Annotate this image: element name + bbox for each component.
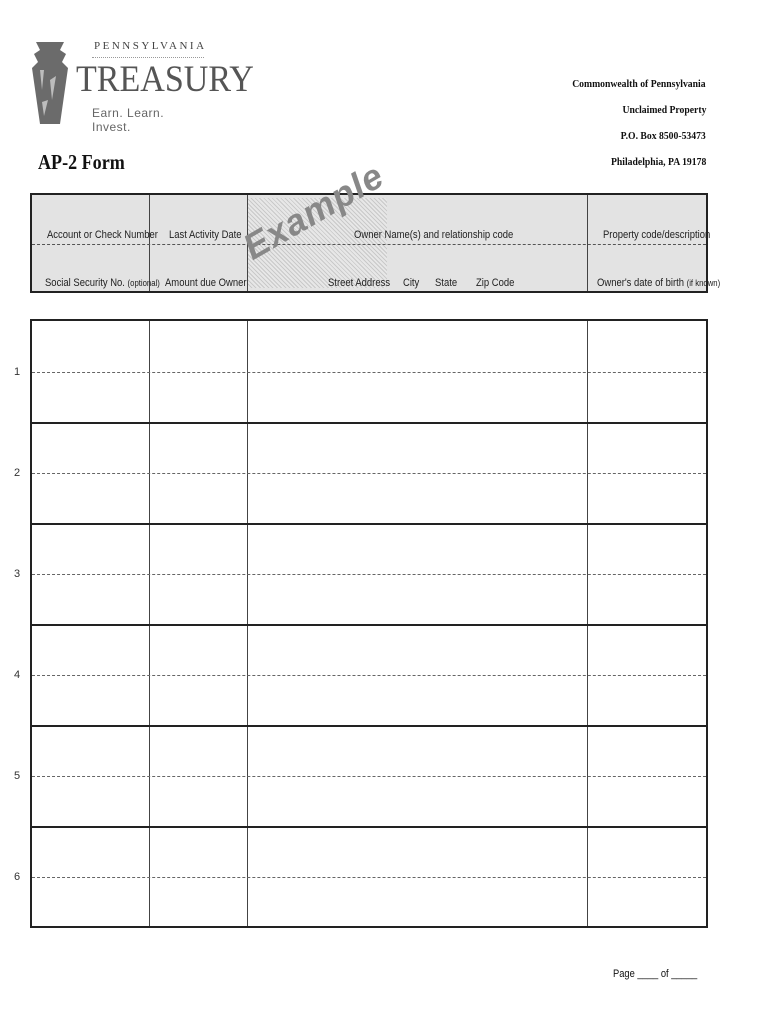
row-number-1: 1 <box>14 366 21 378</box>
address-line-1: Commonwealth of Pennsylvania <box>572 78 706 90</box>
column-header <box>30 193 721 293</box>
header-property-code: Property code/description <box>603 229 711 241</box>
header-zip: Zip Code <box>476 277 515 289</box>
example-watermark: Example <box>236 154 391 268</box>
row-number-3: 3 <box>14 568 21 580</box>
logo-wordmark: TREASURY <box>76 59 254 100</box>
address-line-2: Unclaimed Property <box>622 104 706 116</box>
header-amount-due: Amount due Owner <box>165 277 247 289</box>
header-ssn: Social Security No. (optional) <box>45 277 160 289</box>
header-owner-dob: Owner's date of birth (if known) <box>597 277 721 289</box>
row-number-6: 6 <box>14 871 21 883</box>
logo-state-text: PENNSYLVANIA <box>94 40 207 52</box>
page-number: Page ____ of _____ <box>613 968 698 980</box>
row-number-4: 4 <box>14 669 21 681</box>
row-number-2: 2 <box>14 467 21 479</box>
address-line-4: Philadelphia, PA 19178 <box>610 156 706 168</box>
keystone-icon <box>30 40 70 126</box>
address-line-3: P.O. Box 8500-53473 <box>620 130 706 142</box>
logo-tagline: Earn. Learn. Invest. <box>92 106 165 134</box>
form-title: AP-2 Form <box>38 150 125 174</box>
header-dob-note: (if known) <box>686 278 721 288</box>
header-ssn-note: (optional) <box>127 278 160 288</box>
header-city: City <box>403 277 420 289</box>
header-state: State <box>435 277 458 289</box>
treasury-logo <box>30 40 254 134</box>
header-street-address: Street Address <box>328 277 391 289</box>
entry-grid <box>30 319 708 928</box>
header-last-activity: Last Activity Date <box>169 229 242 241</box>
header-account-number: Account or Check Number <box>47 229 158 241</box>
header-owner-name: Owner Name(s) and relationship code <box>354 229 514 241</box>
row-number-5: 5 <box>14 770 21 782</box>
